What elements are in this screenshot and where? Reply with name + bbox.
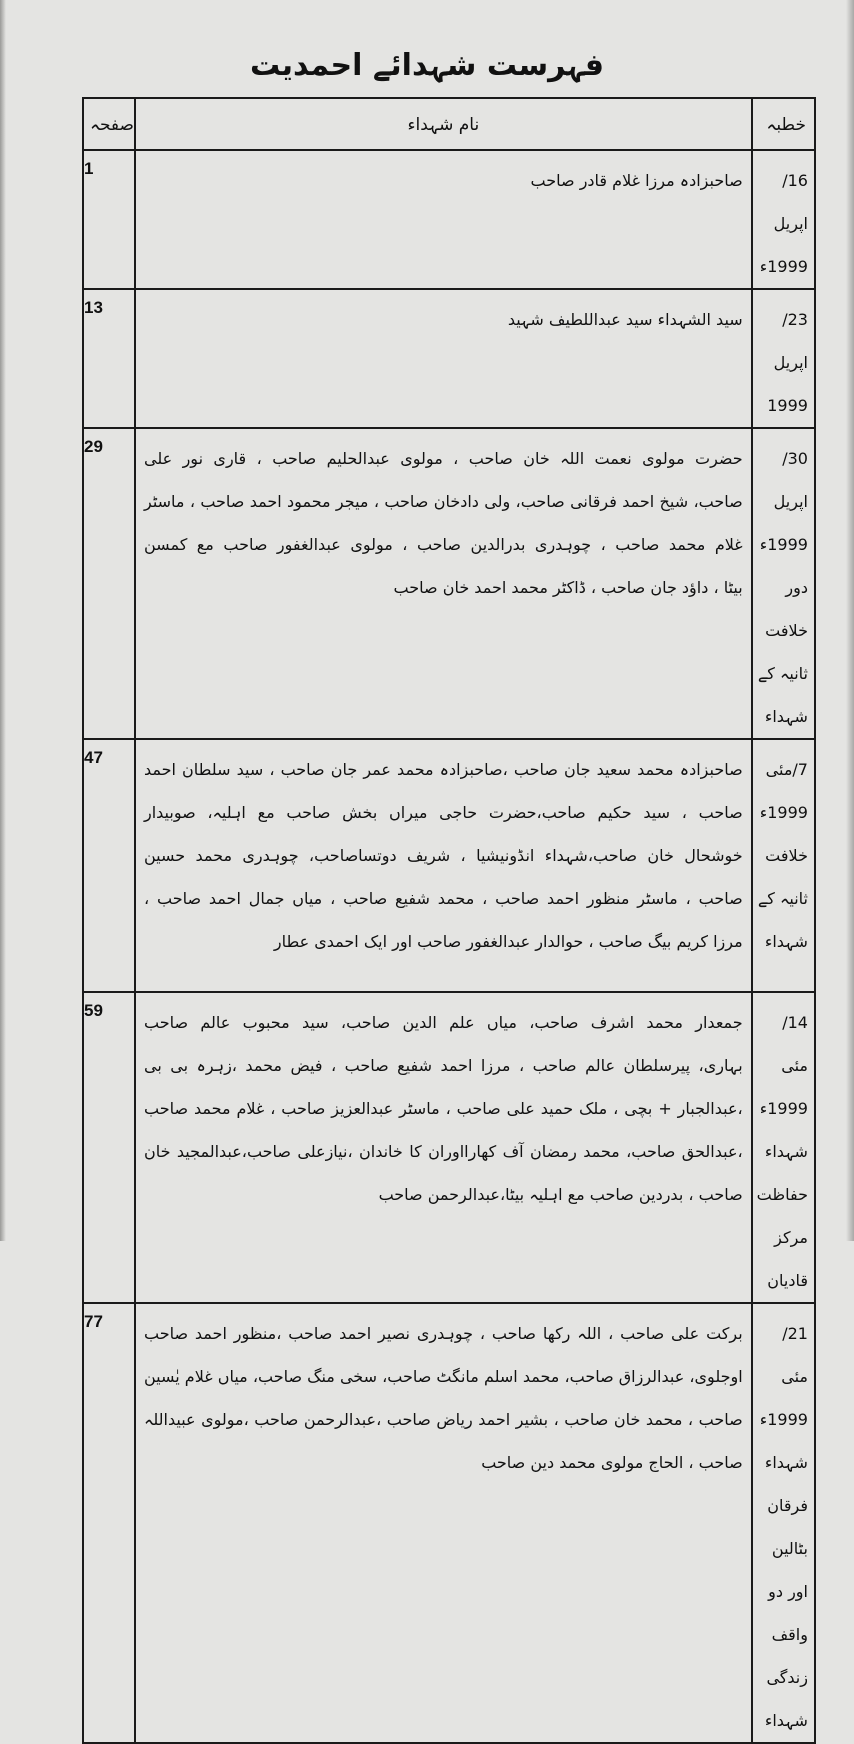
khutba-line: 7/مئی 1999ء — [759, 760, 808, 822]
page-number: 29 — [83, 428, 135, 739]
names-cell — [135, 428, 752, 739]
khutba-cell — [752, 992, 815, 1303]
table-header-row — [83, 98, 815, 150]
page-number: 1 — [83, 150, 135, 289]
table-row — [83, 1303, 815, 1743]
khutba-line: 14/مئی 1999ء — [759, 1013, 808, 1118]
header-khutba: خطبہ — [752, 98, 815, 150]
table-row — [83, 428, 815, 739]
martyrs-table — [82, 97, 816, 1744]
table-row — [83, 992, 815, 1303]
page-edge-right — [846, 0, 854, 1241]
khutba-line: خلافت ثانیہ کے شہداء — [757, 846, 808, 951]
names-line: برکت علی صاحب ، اللہ رکھا صاحب ، چوہدری نصیر احمد صاحب ،منظور احمد صاحب — [143, 1324, 743, 1343]
header-names: نام شہداء — [135, 98, 752, 150]
khutba-cell — [752, 1303, 815, 1743]
khutba-cell — [752, 739, 815, 992]
khutba-line: شہداء حفاظت مرکز — [756, 1142, 808, 1247]
names-line: صاحب ، بدردین صاحب مع اہلیہ بیٹا،عبدالرحمن صاحب — [378, 1185, 743, 1204]
names-line: صاحب، شیخ احمد فرقانی صاحب، ولی دادخان صاحب ، میجر محمود احمد صاحب ، ماسٹر — [143, 492, 743, 511]
names-cell — [135, 739, 752, 992]
page-number: 13 — [83, 289, 135, 428]
names-cell — [135, 992, 752, 1303]
names-line: ،عبدالجبار + بچی ، ملک حمید علی صاحب ، ماسٹر عبدالعزیز صاحب ، غلام محمد صاحب — [143, 1099, 743, 1118]
header-page: صفحہ — [83, 98, 135, 150]
names-line: صاحب ، سید حکیم صاحب،حضرت حاجی میراں بخش صاحب مع اہلیہ، صوبیدار — [143, 803, 743, 822]
names-line: جمعدار محمد اشرف صاحب، میاں علم الدین صاحب، سید محبوب عالم صاحب — [143, 1013, 743, 1032]
page-number: 47 — [83, 739, 135, 992]
names-line: سید الشہداء سید عبداللطیف شہید — [507, 310, 743, 329]
khutba-line: شہداء — [764, 707, 808, 726]
khutba-line: 30/اپریل 1999ء — [759, 449, 808, 554]
khutba-cell — [752, 289, 815, 428]
names-line: خوشحال خان صاحب،شہداء انڈونیشیا ، شریف دوتساصاحب، چوہدری محمد حسین — [143, 846, 743, 865]
khutba-cell — [752, 150, 815, 289]
khutba-line: شہداء — [764, 1711, 808, 1730]
names-line: ،عبدالحق صاحب، محمد رمضان آف کھارااوران کا خاندان ،نیازعلی صاحب،عبدالمجید خان — [143, 1142, 743, 1161]
khutba-line: دور خلافت ثانیہ کے — [757, 578, 808, 683]
khutba-line: شہداء فرقان بٹالین — [764, 1453, 808, 1558]
khutba-line: قادیان — [767, 1271, 808, 1290]
names-line: حضرت مولوی نعمت اللہ خان صاحب ، مولوی عبدالحلیم صاحب ، قاری نور علی — [143, 449, 743, 468]
names-line: بہاری، پیرسلطان عالم صاحب ، مرزا احمد شفیع صاحب ، فیض محمد ،زہرہ بی بی — [143, 1056, 743, 1075]
khutba-line: اور دو واقف زندگی — [766, 1582, 808, 1687]
names-line: صاحبزادہ محمد سعید جان صاحب ،صاحبزادہ محمد عمر جان صاحب ، سید سلطان احمد — [143, 760, 743, 779]
page-title: فہرست شہدائے احمدیت — [250, 48, 604, 83]
page-number: 59 — [83, 992, 135, 1303]
page-number: 77 — [83, 1303, 135, 1743]
names-cell — [135, 150, 752, 289]
table-row — [83, 150, 815, 289]
names-line: اوجلوی، عبدالرزاق صاحب، محمد اسلم مانگٹ صاحب، سخی منگ صاحب، میاں غلام یٰسین — [143, 1367, 743, 1386]
names-line: صاحب ، محمد خان صاحب ، بشیر احمد ریاض صاحب ،عبدالرحمن صاحب ،مولوی عبیداللہ — [143, 1410, 743, 1429]
names-line: بیٹا ، داؤد جان صاحب ، ڈاکٹر محمد احمد خان صاحب — [393, 578, 743, 597]
names-cell — [135, 1303, 752, 1743]
names-line: مرزا کریم بیگ صاحب ، حوالدار عبدالغفور صاحب اور ایک احمدی عطار — [273, 932, 743, 951]
table-row — [83, 739, 815, 992]
names-line: صاحب ، ماسٹر منظور احمد صاحب ، محمد شفیع صاحب ، میاں جمال احمد صاحب ، — [143, 889, 743, 908]
khutba-cell — [752, 428, 815, 739]
names-line: صاحب ، الحاج مولوی محمد دین صاحب — [481, 1453, 743, 1472]
khutba-line: 23/اپریل 1999 — [767, 310, 808, 415]
khutba-line: 16/اپریل 1999ء — [759, 171, 808, 276]
table-row — [83, 289, 815, 428]
page-edge-left — [0, 0, 6, 1241]
khutba-line: 21/مئی 1999ء — [759, 1324, 808, 1429]
names-line: صاحبزادہ مرزا غلام قادر صاحب — [530, 171, 743, 190]
names-cell — [135, 289, 752, 428]
names-line: غلام محمد صاحب ، چوہدری بدرالدین صاحب ، مولوی عبدالغفور صاحب مع کمسن — [143, 535, 743, 554]
